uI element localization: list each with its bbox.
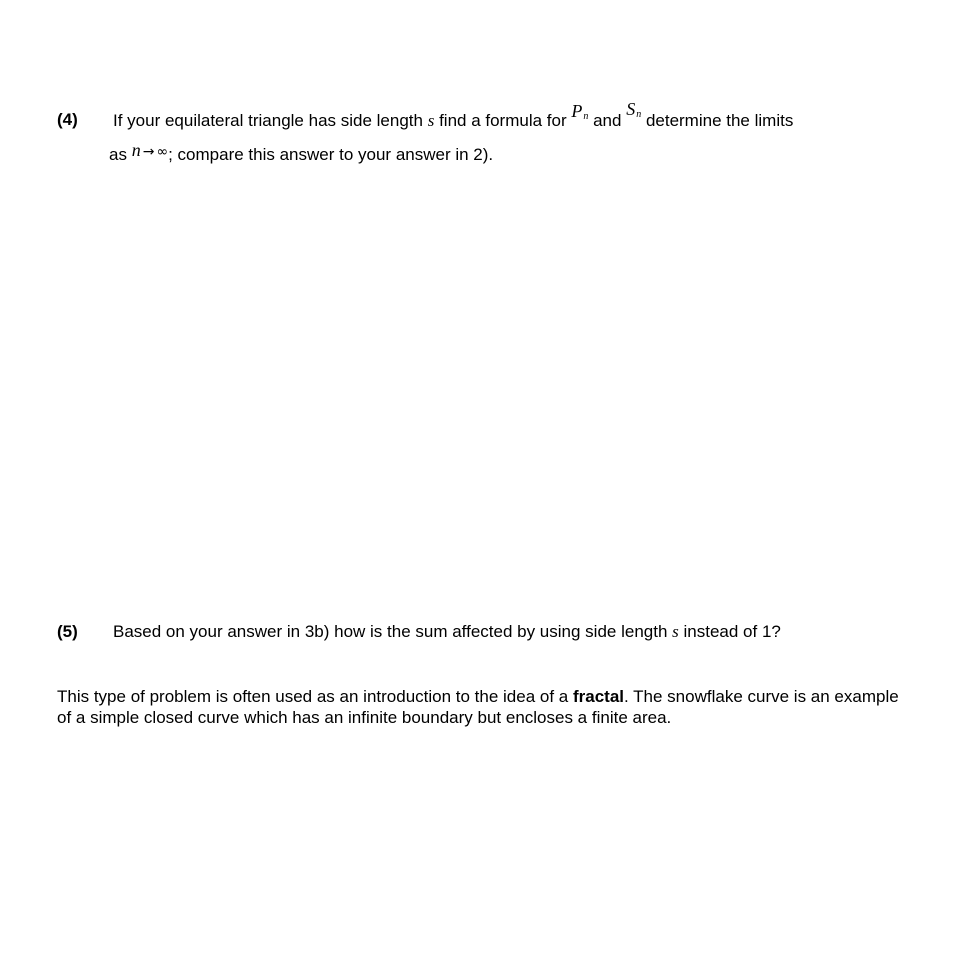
symbol-s-n <box>626 99 641 119</box>
arrow-icon: → <box>142 144 155 160</box>
symbol-p: P <box>571 101 583 121</box>
question-4-text-b: find a formula for <box>439 111 567 130</box>
variable-s: s <box>427 111 435 130</box>
limit-expression <box>132 140 168 160</box>
question-4-text-a: If your equilateral triangle has side length <box>113 111 423 130</box>
question-5-text-a: Based on your answer in 3b) how is the sum affected by using side length <box>113 622 668 641</box>
closing-text-b: . The snowflake curve is an example of a simple closed curve which has an infinite boundary but encloses a finite area. <box>57 687 899 727</box>
question-4-number: (4) <box>57 110 78 129</box>
symbol-s: S <box>626 99 636 119</box>
closing-paragraph <box>57 686 907 728</box>
infinity-icon: ∞ <box>156 144 169 160</box>
symbol-n: n <box>131 140 141 160</box>
symbol-p-n <box>571 101 588 121</box>
question-5-number: (5) <box>57 622 78 641</box>
closing-text-a: This type of problem is often used as an introduction to the idea of a <box>57 687 569 706</box>
question-4-as: as <box>109 145 127 164</box>
symbol-s-subscript: n <box>636 109 642 120</box>
question-4-text-c: determine the limits <box>645 111 794 130</box>
variable-s: s <box>672 622 679 641</box>
question-4-line-2 <box>109 140 494 165</box>
symbol-p-subscript: n <box>583 111 589 122</box>
question-5-text-b: instead of 1? <box>683 622 781 641</box>
term-fractal: fractal <box>573 687 625 706</box>
question-4-text-d: ; compare this answer to your answer in 2). <box>168 145 494 164</box>
question-5-line <box>113 622 781 642</box>
question-4-and: and <box>593 111 622 130</box>
question-4-line-1 <box>113 99 794 131</box>
